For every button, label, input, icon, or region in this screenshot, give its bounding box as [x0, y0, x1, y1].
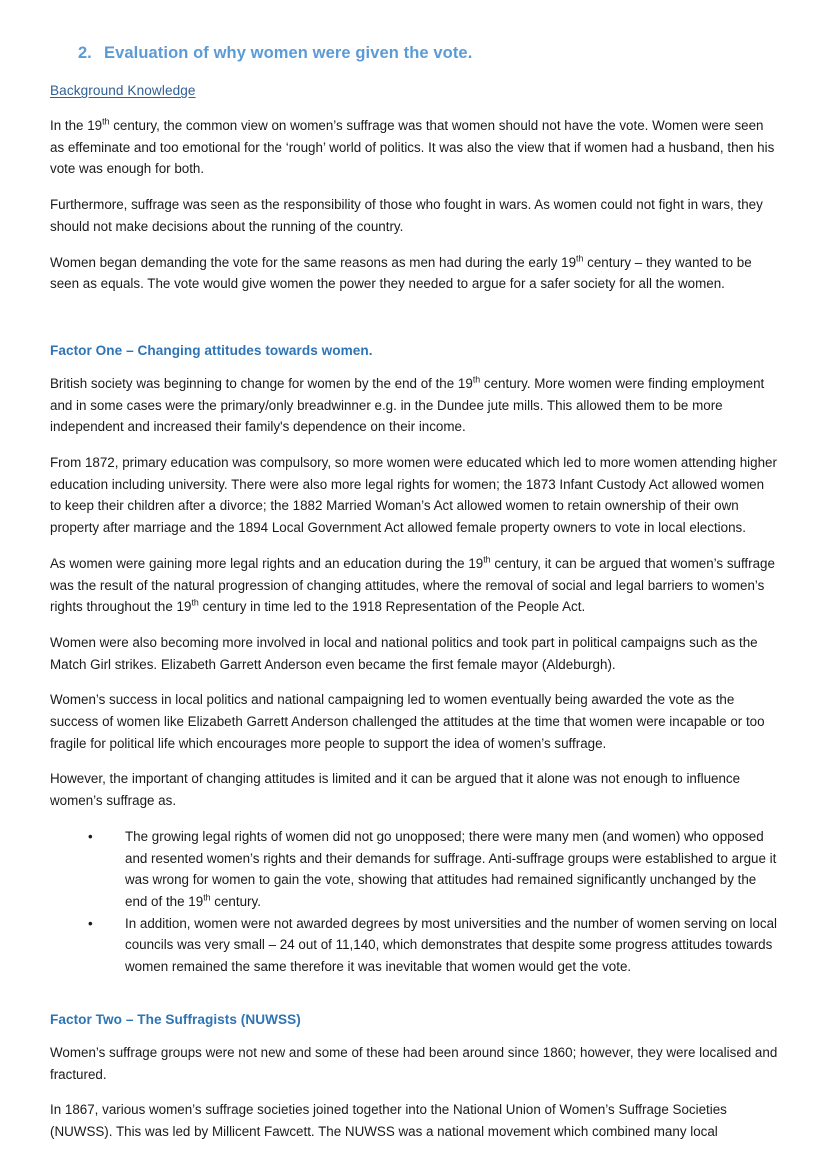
paragraph-background-2: Furthermore, suffrage was seen as the responsibility of those who fought in wars. As women could not fight in wars, they should not make decisions about the running of the country. [50, 197, 763, 234]
superscript-ordinal: th [191, 597, 199, 608]
superscript-ordinal: th [203, 892, 211, 903]
section-spacer [50, 309, 778, 343]
paragraph-factor-one-1 [50, 373, 778, 438]
paragraph-factor-two-2: In 1867, various women’s suffrage societies joined together into the National Union of Women’s Suffrage Societies (NUWSS). This was led by Millicent Fawcett. The NUWSS was a national movement which combined many local [50, 1102, 727, 1139]
paragraph-background-1 [50, 115, 778, 180]
superscript-ordinal: th [576, 253, 584, 264]
paragraph-background-3 [50, 252, 778, 295]
paragraph-factor-one-3-part1: As women were gaining more legal rights and an education during the 19 [50, 555, 484, 571]
paragraph-background-1-part2: century, the common view on women’s suffrage was that women should not have the vote. Women were seen as effeminate and too emotional for the ‘rough’ world of politics. It was also the view that if women had a husband, then his vote was enough for both. [50, 118, 775, 177]
list-item-text-part2: century. [210, 893, 261, 909]
bullet-list-factor-one-limitations [50, 826, 778, 978]
bullet-point-icon: • [88, 828, 93, 844]
paragraph-factor-one-1-part2: century. More women were finding employment and in some cases were the primary/only breadwinner e.g. in the Dundee jute mills. This allowed them to be more independent and increased their family's dependence on their income. [50, 375, 765, 435]
list-item-text [125, 826, 778, 913]
list-item-text [125, 913, 778, 978]
paragraph-background-3-part1: Women began demanding the vote for the same reasons as men had during the early 19 [50, 254, 577, 270]
paragraph-factor-one-6: However, the important of changing attitudes is limited and it can be argued that it alone was not enough to influence women’s suffrage as. [50, 771, 741, 809]
section-spacer [50, 978, 778, 1012]
page-title [50, 44, 778, 63]
document-content [50, 44, 778, 1143]
page-title-text: Evaluation of why women were given the vote. [104, 44, 473, 62]
page-title-number: 2. [78, 44, 92, 62]
section-heading-factor-two: Factor Two – The Suffragists (NUWSS) [50, 1011, 301, 1027]
list-item [50, 826, 778, 913]
paragraph-factor-one-4: Women were also becoming more involved in local and national politics and took part in political campaigns such as the Match Girl strikes. Elizabeth Garrett Anderson even became the first female mayor (Aldeburgh). [50, 634, 758, 672]
list-item-text-part1: In addition, women were not awarded degrees by most universities and the number of women serving on local councils was very small – 24 out of 11,140, which demonstrates that despite some progress attitudes towards women remained the same therefore it was inevitable that women would get the vote. [125, 915, 778, 975]
paragraph-factor-one-5: Women’s success in local politics and national campaigning led to women eventually being awarded the vote as the success of women like Elizabeth Garrett Anderson challenged the attitudes at the time that women were incapable or too fragile for political life which encourages more people to support the idea of women’s suffrage. [50, 692, 765, 751]
paragraph-factor-one-3-part3: century in time led to the 1918 Representation of the People Act. [198, 599, 586, 615]
paragraph-background-1-part1: In the 19 [50, 118, 103, 133]
bullet-point-icon: • [88, 915, 93, 931]
list-item [50, 913, 778, 978]
paragraph-factor-one-3 [50, 553, 778, 618]
paragraph-factor-one-3-part2: century, it can be argued that women’s suffrage was the result of the natural progression of changing attitudes, where the removal of social and legal barriers to women’s rights throughout the 19 [50, 555, 775, 615]
list-item-text-part1: The growing legal rights of women did not go unopposed; there were many men (and women) who opposed and resented women’s rights and their demands for suffrage. Anti-suffrage groups were established to argue it was wrong for women to gain the vote, showing that attitudes had remained significantly unchanged by the end of the 19 [125, 828, 777, 909]
paragraph-factor-one-1-part1: British society was beginning to change for women by the end of the 19 [50, 375, 473, 391]
paragraph-factor-two-1: Women’s suffrage groups were not new and some of these had been around since 1860; however, they were localised and fractured. [50, 1044, 778, 1082]
superscript-ordinal: th [472, 374, 481, 385]
section-heading-background-knowledge: Background Knowledge [50, 83, 196, 98]
superscript-ordinal: th [483, 554, 491, 565]
paragraph-factor-one-2: From 1872, primary education was compulsory, so more women were educated which led to more women attending higher education including university. There were also more legal rights for women; the 1873 Infant Custody Act allowed women to keep their children after a divorce; the 1882 Married Woman’s Act allowed women to retain ownership of their own property after marriage and the 1894 Local Government Act allowed female property owners to vote in local elections. [50, 455, 777, 536]
section-heading-factor-one: Factor One – Changing attitudes towards women. [50, 342, 373, 358]
superscript-ordinal: th [102, 116, 110, 127]
paragraph-background-3-part2: century – they wanted to be seen as equals. The vote would give women the power they needed to argue for a safer society for all the women. [50, 254, 752, 292]
